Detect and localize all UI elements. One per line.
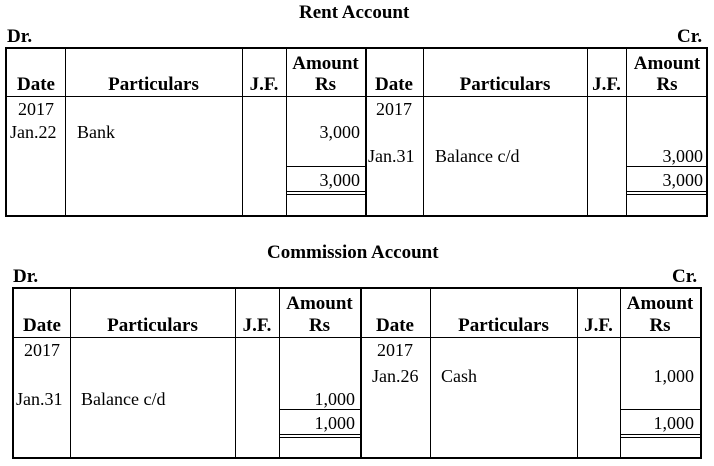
rent-dr-amount: 3,000 [319, 122, 360, 142]
commission-cr-amount: 1,000 [653, 366, 694, 386]
rent-account-title: Rent Account [299, 2, 410, 23]
commission-cr-amount-header: Amount [626, 293, 694, 314]
rent-dr-date-header: Date [17, 74, 55, 95]
commission-dr-amount-unit: Rs [308, 315, 331, 336]
commission-cr-amount-unit: Rs [649, 315, 671, 336]
commission-dr-year: 2017 [24, 340, 60, 360]
rent-dr-jf-header: J.F. [249, 74, 279, 95]
commission-cr-date-header: Date [376, 315, 414, 336]
commission-ledger-table [12, 287, 702, 459]
commission-cr-particulars-header: Particulars [458, 315, 549, 336]
commission-cr-date: Jan.26 [372, 366, 419, 386]
commission-cr-year: 2017 [377, 340, 413, 360]
rent-cr-year: 2017 [376, 99, 412, 119]
rent-cr-amount-header: Amount [633, 53, 701, 74]
rent-cr-label: Cr. [677, 26, 703, 47]
rent-cr-particulars: Balance c/d [435, 146, 520, 166]
rent-dr-amount-unit: Rs [314, 74, 337, 95]
rent-ledger-table [5, 47, 708, 217]
commission-dr-particulars: Balance c/d [81, 389, 166, 409]
commission-dr-particulars-header: Particulars [107, 315, 198, 336]
rent-cr-date: Jan.31 [368, 146, 415, 166]
rent-cr-jf-header: J.F. [592, 74, 621, 95]
commission-cr-label: Cr. [672, 266, 698, 287]
commission-dr-jf-header: J.F. [242, 315, 272, 336]
rent-cr-amount: 3,000 [662, 146, 703, 166]
rent-dr-label: Dr. [7, 26, 33, 47]
rent-dr-total: 3,000 [319, 170, 360, 190]
rent-dr-year: 2017 [18, 99, 54, 119]
commission-dr-date-header: Date [23, 315, 61, 336]
commission-dr-amount: 1,000 [314, 389, 355, 409]
rent-dr-date: Jan.22 [10, 122, 57, 142]
commission-account-title: Commission Account [267, 242, 439, 263]
rent-cr-amount-unit: Rs [656, 74, 678, 95]
commission-dr-label: Dr. [13, 266, 39, 287]
commission-cr-total: 1,000 [653, 413, 694, 433]
rent-dr-particulars-header: Particulars [108, 74, 199, 95]
rent-cr-particulars-header: Particulars [459, 74, 551, 95]
commission-dr-total: 1,000 [314, 413, 355, 433]
commission-dr-date: Jan.31 [16, 389, 63, 409]
rent-dr-amount-header: Amount [292, 53, 359, 74]
rent-cr-total: 3,000 [662, 170, 703, 190]
commission-cr-jf-header: J.F. [584, 315, 613, 336]
rent-cr-date-header: Date [375, 74, 413, 95]
commission-cr-particulars: Cash [441, 366, 477, 386]
rent-dr-particulars: Bank [77, 122, 115, 142]
commission-dr-amount-header: Amount [286, 293, 353, 314]
